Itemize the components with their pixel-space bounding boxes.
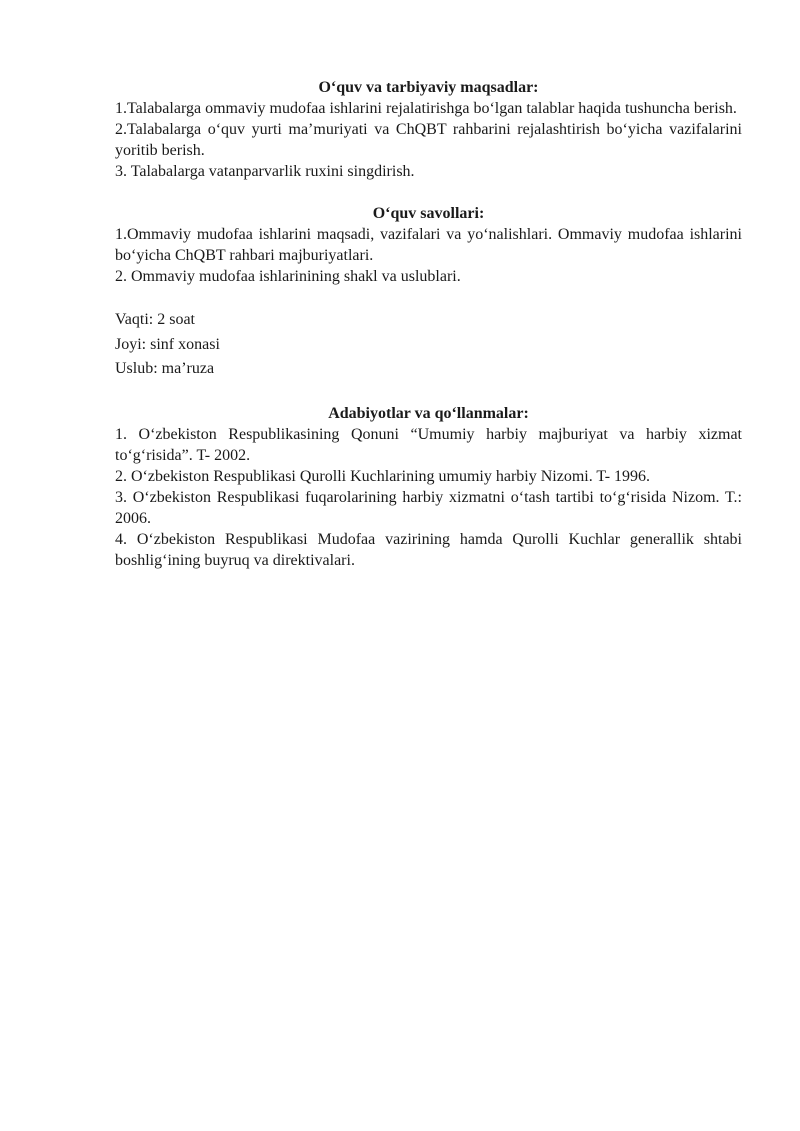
literature-item-3: 3. O‘zbekiston Respublikasi fuqarolarining harbiy xizmatni o‘tash tartibi to‘g‘risida Nizom. T.: 2006. [115, 488, 742, 527]
literature-heading: Adabiyotlar va qo‘llanmalar: [328, 404, 529, 422]
literature-section [115, 403, 742, 571]
place-line: Joyi: sinf xonasi [115, 335, 220, 353]
literature-item-1: 1. O‘zbekiston Respublikasining Qonuni “Umumiy harbiy majburiyat va harbiy xizmat to‘g‘risida”. T- 2002. [115, 425, 742, 464]
questions-heading: O‘quv savollari: [372, 205, 485, 222]
spacer [115, 382, 742, 403]
question-item-2: 2. Ommaviy mudofaa ishlarinining shakl va uslublari. [115, 268, 461, 285]
spacer [115, 182, 742, 203]
goals-heading: O‘quv va tarbiyaviy maqsadlar: [318, 79, 539, 96]
spacer [115, 287, 742, 308]
literature-item-4: 4. O‘zbekiston Respublikasi Mudofaa vazirining hamda Qurolli Kuchlar generallik shtabi boshlig‘ining buyruq va direktivalari. [115, 530, 742, 569]
literature-item-2: 2. O‘zbekiston Respublikasi Qurolli Kuchlarining umumiy harbiy Nizomi. T- 1996. [115, 467, 651, 485]
goal-item-3: 3. Talabalarga vatanparvarlik ruxini singdirish. [115, 163, 415, 180]
time-line: Vaqti: 2 soat [115, 311, 195, 328]
goal-item-1: 1.Talabalarga ommaviy mudofaa ishlarini rejalatirishga bo‘lgan talablar haqida tushuncha berish. [115, 100, 737, 117]
document-page [115, 77, 742, 571]
question-item-1: 1.Ommaviy mudofaa ishlarini maqsadi, vazifalari va yo‘nalishlari. Ommaviy mudofaa ishlarini bo‘yicha ChQBT rahbari majburiyatlari. [115, 226, 742, 264]
goals-section [115, 77, 742, 182]
meta-section [115, 308, 742, 382]
method-line: Uslub: ma’ruza [115, 360, 215, 377]
goal-item-2: 2.Talabalarga o‘quv yurti ma’muriyati va ChQBT rahbarini rejalashtirish bo‘yicha vazifalarini yoritib berish. [115, 121, 742, 159]
questions-section [115, 203, 742, 287]
